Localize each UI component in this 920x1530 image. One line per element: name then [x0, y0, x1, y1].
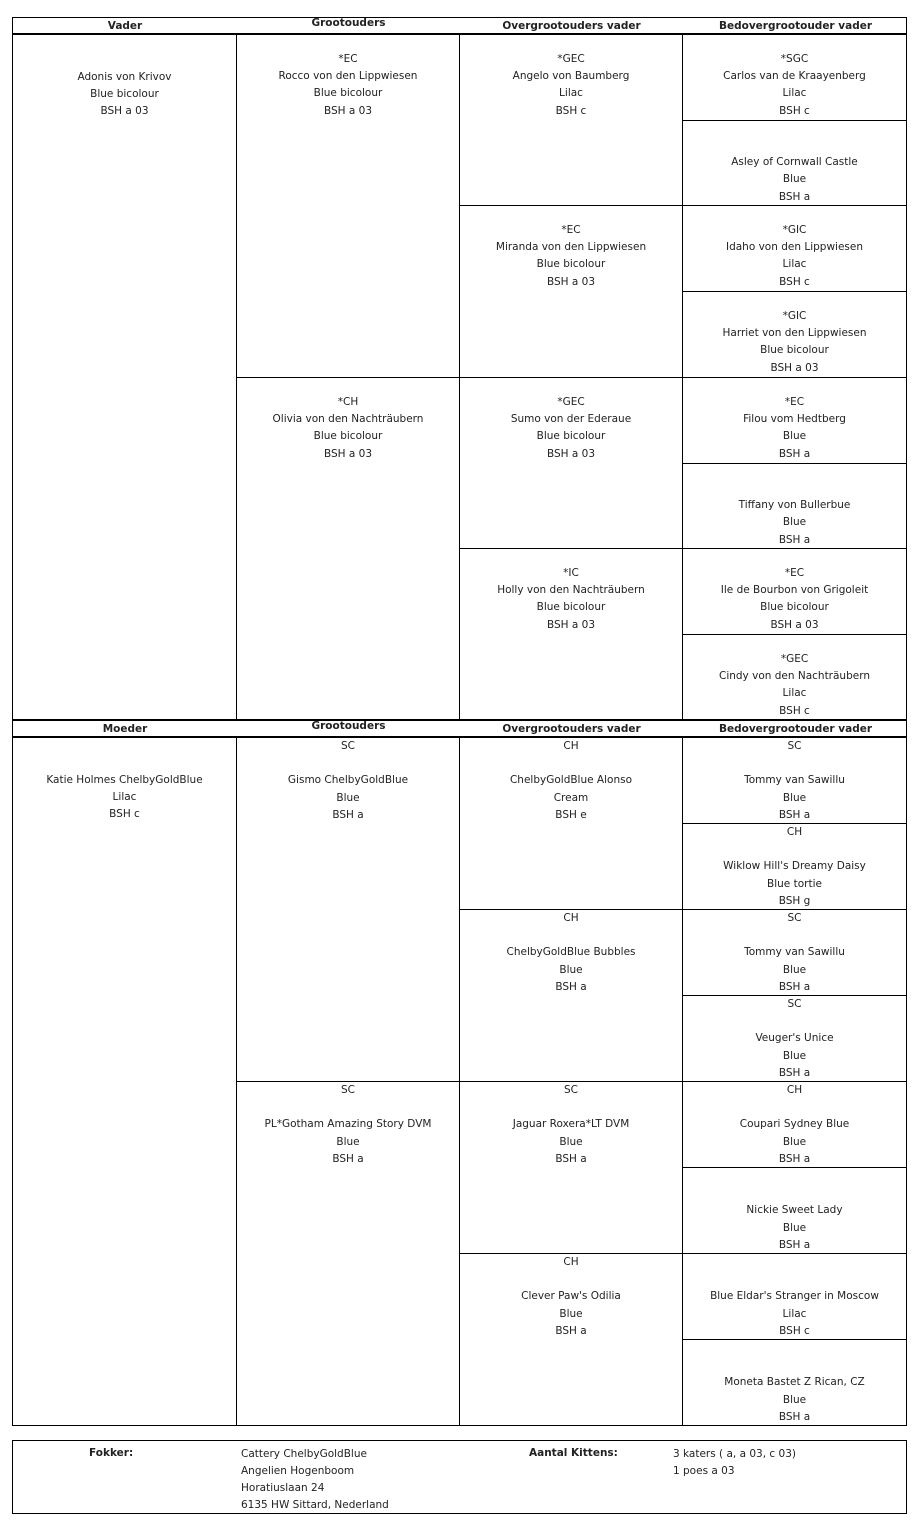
cat-code: BSH a [555, 1152, 587, 1165]
breeder-line: Cattery ChelbyGoldBlue [241, 1448, 367, 1460]
cat-name: Idaho von den Lippwiesen [725, 241, 863, 254]
cat-code: BSH e [555, 808, 587, 821]
spacer [683, 927, 906, 944]
cat-color: Blue [559, 1135, 583, 1148]
header-parent: Moeder [102, 723, 148, 735]
spacer [683, 1099, 906, 1116]
sire-gg-grandparent-box [682, 463, 907, 549]
cat-title [683, 480, 906, 497]
cat-name: Tommy van Sawillu [744, 774, 845, 787]
cat-color: Blue bicolour [313, 87, 383, 100]
sire-great-grandparent-box [459, 548, 683, 720]
cat-name: Filou vom Hedtberg [743, 413, 846, 426]
cat-name: Ile de Bourbon von Grigoleit [720, 584, 869, 597]
cat-name: ChelbyGoldBlue Bubbles [506, 946, 636, 959]
spacer [683, 841, 906, 858]
dam-gg-grandparent-box [682, 823, 907, 910]
cat-color: Blue bicolour [536, 430, 606, 443]
cat-color: Blue bicolour [536, 601, 606, 614]
cat-title: *EC [784, 567, 805, 579]
cat-code: BSH a [778, 533, 811, 546]
kittens-info [673, 1446, 796, 1480]
header-grandparents: Grootouders [311, 720, 386, 732]
spacer [237, 1099, 459, 1116]
cat-title: *GIC [782, 310, 807, 322]
cat-code: BSH a [332, 808, 364, 821]
header-great-great-grandparents: Bedovergrootouder vader [718, 723, 873, 735]
cat-color: Blue [559, 1307, 583, 1320]
cat-title: SC [787, 912, 802, 924]
cat-title: *CH [337, 396, 359, 408]
dam-great-grandparent-box [459, 909, 683, 1082]
cat-name: Moneta Bastet Z Rican, CZ [724, 1376, 865, 1389]
cat-title: CH [786, 1084, 803, 1096]
dam-grandparent-box [236, 1081, 460, 1426]
cat-code: BSH a [778, 190, 811, 203]
cat-title [683, 137, 906, 154]
cat-name: Veuger's Unice [755, 1032, 834, 1045]
dam-parent-box [12, 737, 237, 1426]
cat-title: SC [787, 740, 802, 752]
sire-gg-grandparent-box [682, 120, 907, 206]
cat-title: *EC [561, 224, 581, 236]
cat-name: Wiklow Hill's Dreamy Daisy [723, 860, 866, 873]
cat-name: Katie Holmes ChelbyGoldBlue [46, 774, 203, 786]
cat-color: Blue [782, 516, 807, 529]
cat-title [683, 1168, 906, 1185]
cat-color: Blue bicolour [760, 344, 829, 357]
dam-great-grandparent-box [459, 1253, 683, 1426]
cat-name: Asley of Cornwall Castle [731, 156, 858, 169]
cat-name: Sumo von der Ederaue [510, 413, 632, 426]
cat-title: *GEC [780, 653, 809, 665]
cat-code: BSH c [779, 704, 810, 717]
dam-great-grandparent-box [459, 737, 683, 910]
sire-great-grandparent-box [459, 34, 683, 206]
cat-code: BSH a [778, 1410, 811, 1423]
cat-color: Blue [782, 173, 807, 186]
cat-title: *SGC [780, 53, 809, 65]
sire-header-row [12, 17, 907, 34]
cat-color: Lilac [782, 87, 807, 100]
spacer [237, 755, 459, 772]
dam-gg-grandparent-box [682, 1339, 907, 1426]
cat-title: CH [786, 826, 803, 838]
cat-color: Lilac [782, 1307, 807, 1320]
cat-code: BSH a [778, 1066, 811, 1079]
cat-color: Blue [336, 1135, 360, 1148]
sire-gg-grandparent-box [682, 291, 907, 378]
cat-color: Lilac [782, 258, 807, 271]
cat-title: CH [563, 740, 579, 752]
cat-name: Rocco von den Lippwiesen [278, 70, 418, 83]
breeder-info [241, 1446, 389, 1514]
cat-name: PL*Gotham Amazing Story DVM [264, 1118, 432, 1131]
cat-name: Holly von den Nachträubern [497, 584, 645, 597]
cat-title: SC [787, 998, 802, 1010]
breeder-footer [12, 1440, 907, 1514]
cat-title: *IC [563, 567, 579, 579]
cat-code: BSH a [555, 980, 587, 993]
cat-color: Blue [782, 430, 807, 443]
cat-code: BSH a 03 [100, 105, 149, 118]
cat-code: BSH c [779, 275, 810, 288]
dam-gg-grandparent-box [682, 1253, 907, 1340]
cat-code: BSH c [555, 104, 587, 117]
breeder-line: Angelien Hogenboom [241, 1465, 355, 1477]
cat-code: BSH a 03 [770, 618, 819, 631]
spacer [683, 1357, 906, 1374]
sire-gg-grandparent-box [682, 634, 907, 720]
cat-name: Olivia von den Nachträubern [272, 413, 424, 426]
sire-gg-grandparent-box [682, 377, 907, 464]
cat-name: Adonis von Krivov [77, 71, 172, 83]
cat-title: *GEC [557, 396, 585, 408]
dam-gg-grandparent-box [682, 1081, 907, 1168]
cat-code: BSH a [332, 1152, 364, 1165]
cat-name: Blue Eldar's Stranger in Moscow [710, 1290, 879, 1303]
cat-color: Blue [559, 963, 583, 976]
cat-color: Cream [553, 791, 589, 804]
cat-code: BSH a 03 [770, 361, 819, 374]
cat-color: Blue [782, 1135, 807, 1148]
cat-code: BSH a 03 [546, 447, 596, 460]
header-grandparents: Grootouders [311, 17, 386, 29]
breeder-line: Horatiuslaan 24 [241, 1482, 325, 1494]
cat-color: Blue tortie [767, 877, 822, 890]
dam-grandparent-box [236, 737, 460, 1082]
cat-name: Tommy van Sawillu [744, 946, 845, 959]
cat-name: Jaguar Roxera*LT DVM [512, 1118, 630, 1131]
spacer [683, 1271, 906, 1288]
cat-code: BSH a [778, 980, 811, 993]
dam-great-grandparent-box [459, 1081, 683, 1254]
cat-color: Blue [782, 1049, 807, 1062]
header-great-great-grandparents: Bedovergrootouder vader [718, 20, 873, 32]
cat-code: BSH a 03 [323, 104, 373, 117]
cat-name: ChelbyGoldBlue Alonso [509, 774, 633, 787]
sire-gg-grandparent-box [682, 548, 907, 635]
kittens-line: 3 katers ( a, a 03, c 03) [673, 1448, 796, 1460]
cat-name: Gismo ChelbyGoldBlue [287, 774, 409, 787]
cat-color: Blue [782, 963, 807, 976]
sire-great-grandparent-box [459, 377, 683, 549]
cat-title: *EC [338, 53, 358, 65]
cat-name: Cindy von den Nachträubern [718, 670, 871, 683]
dam-gg-grandparent-box [682, 1167, 907, 1254]
spacer [683, 1013, 906, 1030]
cat-title: SC [341, 1084, 355, 1096]
sire-great-grandparent-box [459, 205, 683, 378]
cat-name: Nickie Sweet Lady [746, 1204, 843, 1217]
sire-grandparent-box [236, 377, 460, 720]
spacer [683, 755, 906, 772]
cat-code: BSH c [779, 104, 810, 117]
cat-color: Lilac [782, 687, 807, 700]
cat-title: *GIC [782, 224, 807, 236]
spacer [460, 927, 682, 944]
cat-name: Angelo von Baumberg [512, 70, 630, 83]
cat-color: Blue bicolour [536, 258, 606, 271]
cat-name: Coupari Sydney Blue [739, 1118, 850, 1131]
header-great-grandparents: Overgrootouders vader [502, 20, 641, 32]
cat-color: Lilac [112, 791, 137, 804]
spacer [460, 755, 682, 772]
cat-code: BSH a [778, 1238, 811, 1251]
breeder-line: 6135 HW Sittard, Nederland [241, 1499, 389, 1511]
cat-title: *GEC [557, 53, 585, 65]
cat-code: BSH a 03 [323, 447, 373, 460]
cat-title: SC [341, 740, 355, 752]
cat-name: Carlos van de Kraayenberg [723, 70, 866, 83]
spacer [460, 1099, 682, 1116]
cat-color: Blue [336, 791, 360, 804]
cat-title: CH [563, 1256, 579, 1268]
cat-title: *EC [784, 396, 805, 408]
sire-grandparent-box [236, 34, 460, 378]
spacer [683, 1185, 906, 1202]
cat-color: Blue bicolour [90, 88, 159, 101]
cat-color: Blue [782, 791, 807, 804]
cat-code: BSH c [779, 1324, 810, 1337]
header-great-grandparents: Overgrootouders vader [502, 723, 641, 735]
cat-name: Miranda von den Lippwiesen [495, 241, 647, 254]
cat-title: SC [564, 1084, 578, 1096]
cat-code: BSH c [109, 808, 140, 821]
cat-title [683, 1254, 906, 1271]
cat-color: Blue [782, 1393, 807, 1406]
sire-parent-box [12, 34, 237, 720]
cat-color: Blue [782, 1221, 807, 1234]
cat-color: Blue bicolour [313, 430, 383, 443]
sire-gg-grandparent-box [682, 34, 907, 121]
cat-code: BSH a [555, 1324, 587, 1337]
sire-gg-grandparent-box [682, 205, 907, 292]
cat-color: Lilac [559, 87, 583, 100]
breeder-label: Fokker: [89, 1447, 134, 1459]
dam-header-row [12, 720, 907, 737]
cat-name: Clever Paw's Odilia [521, 1290, 621, 1303]
header-parent: Vader [107, 20, 143, 32]
dam-gg-grandparent-box [682, 909, 907, 996]
kittens-label: Aantal Kittens: [529, 1447, 618, 1459]
cat-code: BSH a [778, 447, 811, 460]
cat-code: BSH a [778, 1152, 811, 1165]
dam-gg-grandparent-box [682, 737, 907, 824]
cat-name: Tiffany von Bullerbue [738, 499, 851, 512]
dam-gg-grandparent-box [682, 995, 907, 1082]
cat-title [683, 1340, 906, 1357]
cat-name: Harriet von den Lippwiesen [722, 327, 867, 340]
cat-title: CH [563, 912, 579, 924]
spacer [460, 1271, 682, 1288]
cat-code: BSH a 03 [546, 618, 596, 631]
cat-code: BSH a 03 [546, 275, 596, 288]
cat-color: Blue bicolour [760, 601, 829, 614]
cat-code: BSH a [778, 808, 811, 821]
cat-code: BSH g [778, 894, 811, 907]
kittens-line: 1 poes a 03 [673, 1465, 735, 1477]
